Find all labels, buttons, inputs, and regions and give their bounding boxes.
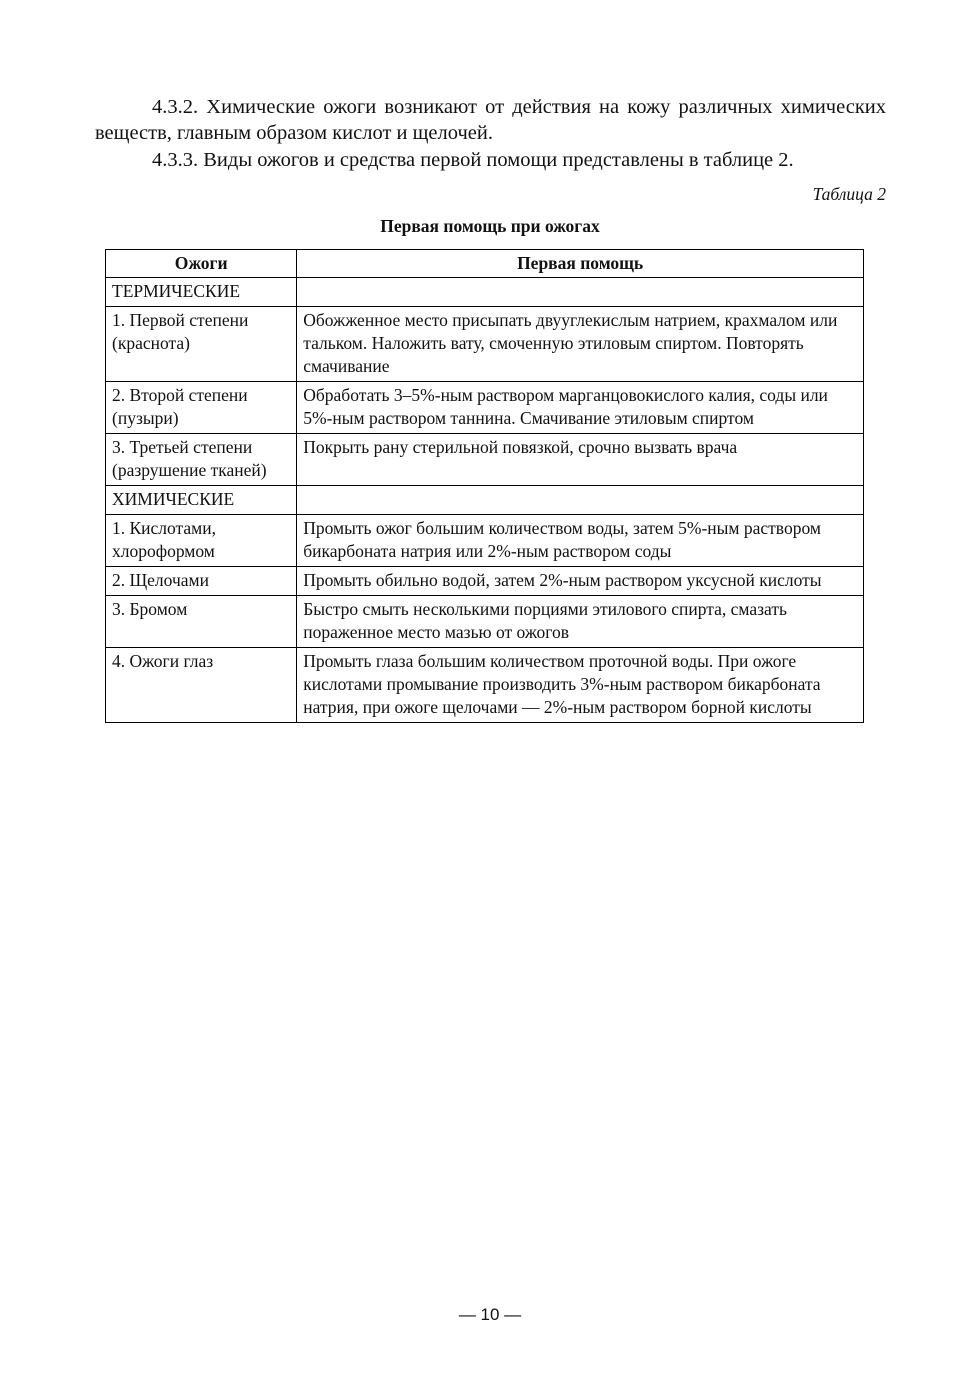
table-number-label: Таблица 2 <box>812 184 886 204</box>
table-row <box>106 567 864 596</box>
burn-type-cell: 3. Бромом <box>106 596 297 648</box>
burn-type-cell: 4. Ожоги глаз <box>106 648 297 723</box>
first-aid-cell: Промыть обильно водой, затем 2%-ным раствором уксусной кислоты <box>297 567 864 596</box>
header-burns: Ожоги <box>106 250 297 278</box>
first-aid-cell: Промыть глаза большим количеством проточной воды. При ожоге кислотами промывание производить 3%-ным раствором бикарбоната натрия, при ожоге щелочами — 2%-ным раствором борной кислоты <box>297 648 864 723</box>
first-aid-cell: Быстро смыть несколькими порциями этилового спирта, смазать пораженное место мазью от ожогов <box>297 596 864 648</box>
table-row <box>106 307 864 382</box>
burn-type-cell: 3. Третьей степени (разрушение тканей) <box>106 434 297 486</box>
first-aid-cell <box>297 278 864 307</box>
page-number: — 10 — <box>458 1305 522 1324</box>
first-aid-cell: Промыть ожог большим количеством воды, затем 5%-ным раствором бикарбоната натрия или 2%-ным раствором соды <box>297 515 864 567</box>
burns-first-aid-table <box>105 249 864 723</box>
table-row <box>106 434 864 486</box>
table-row <box>106 486 864 515</box>
burn-type-cell: ХИМИЧЕСКИЕ <box>106 486 297 515</box>
table-header-row <box>106 250 864 278</box>
first-aid-cell <box>297 486 864 515</box>
first-aid-cell: Обожженное место присыпать двууглекислым натрием, крахмалом или тальком. Наложить вату, смоченную этиловым спиртом. Повторять смачивание <box>297 307 864 382</box>
burn-type-cell: 2. Щелочами <box>106 567 297 596</box>
table-row <box>106 596 864 648</box>
first-aid-cell: Обработать 3–5%-ным раствором марганцовокислого калия, соды или 5%-ным раствором таннина. Смачивание этиловым спиртом <box>297 382 864 434</box>
burn-type-cell: 2. Второй степени (пузыри) <box>106 382 297 434</box>
table-row <box>106 382 864 434</box>
first-aid-cell: Покрыть рану стерильной повязкой, срочно вызвать врача <box>297 434 864 486</box>
burn-type-cell: 1. Кислотами, хлороформом <box>106 515 297 567</box>
burn-type-cell: 1. Первой степени (краснота) <box>106 307 297 382</box>
burn-type-cell: ТЕРМИЧЕСКИЕ <box>106 278 297 307</box>
paragraph-4-3-3: 4.3.3. Виды ожогов и средства первой помощи представлены в таблице 2. <box>152 149 794 171</box>
table-row <box>106 278 864 307</box>
table-row <box>106 515 864 567</box>
table-row <box>106 648 864 723</box>
paragraph-4-3-2: 4.3.2. Химические ожоги возникают от действия на кожу различных химических веществ, главным образом кислот и щелочей. <box>95 96 886 144</box>
header-first-aid: Первая помощь <box>297 250 864 278</box>
table-title: Первая помощь при ожогах <box>380 216 600 236</box>
